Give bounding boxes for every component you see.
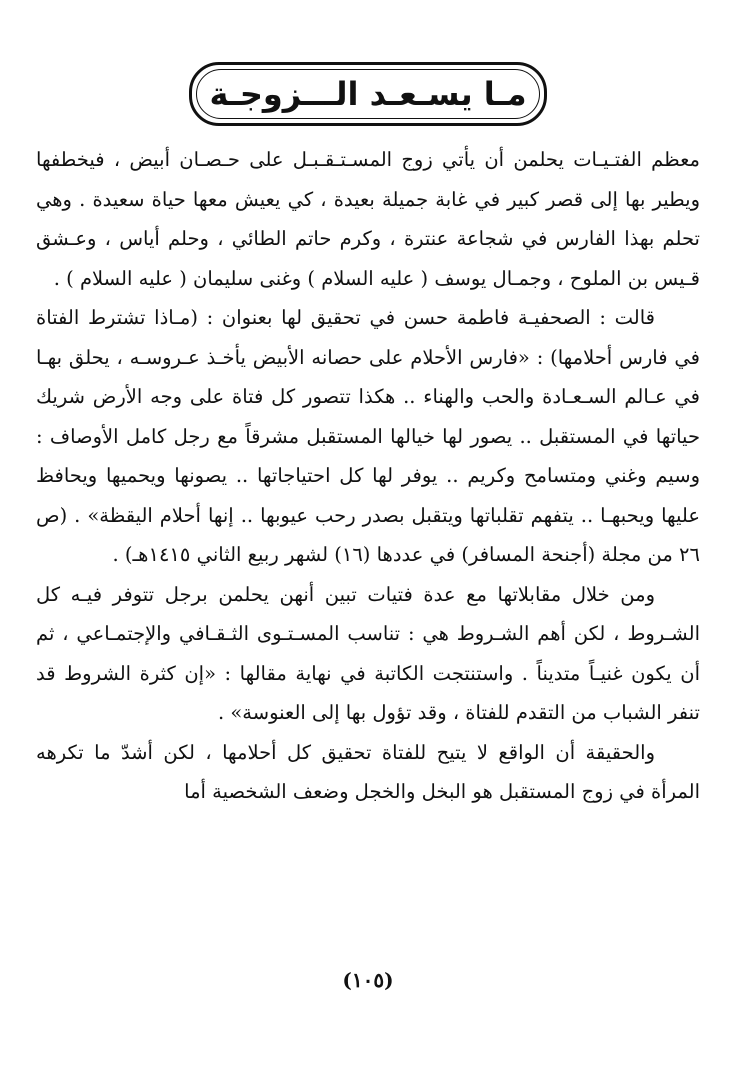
chapter-title-frame: [189, 62, 547, 126]
paragraph-4: والحقيقة أن الواقع لا يتيح للفتاة تحقيق كل أحلامها ، لكن أشدّ ما تكرهه المرأة في زوج المستقبل هو البخل والخجل وضعف الشخصية أما: [36, 740, 700, 803]
paragraph-3: ومن خلال مقابلاتها مع عدة فتيات تبين أنهن يحلمن برجل تتوفر فيـه كل الشـروط ، لكن أهم الشـروط هي : تناسب المسـتـوى الثـقـافي والإجتمـاعي ، ثم أن يكون غنيـاً متديناً . واستنتجت الكاتبة في نهاية مقالها : «إن كثرة الشروط قد تنفر الشباب من التقدم للفتاة ، وقد تؤول بها إلى العنوسة» .: [36, 582, 700, 724]
page-body: [36, 140, 700, 812]
paragraph-2: قالت : الصحفيـة فاطمة حسن في تحقيق لها بعنوان : (مـاذا تشترط الفتاة في فارس أحلامها) : «فارس الأحلام على حصانه الأبيض يأخـذ عـروسـه ، يحلق بهـا في عـالم السـعـادة والحب والهناء .. هكذا تتصور كل فتاة على وجه الأرض شريك حياتها في المستقبل .. يصور لها خيالها المستقبل مشرقاً مع رجل كامل الأوصاف : وسيم وغني ومتسامح وكريم .. يوفر لها كل احتياجاتها .. يصونها ويحميها ويحافظ عليها ويحبهـا .. يتفهم تقلباتها ويتقبل بصدر رحب عيوبها .. إنها أحلام اليقظة» . (ص ٢٦ من مجلة (أجنحة المسافر) في عددها (١٦) لشهر ربيع الثاني ١٤١٥هـ) .: [36, 306, 700, 566]
paragraph-1: معظم الفتـيـات يحلمن أن يأتي زوج المسـتـقـبـل على حـصـان أبيض ، فيخطفها ويطير بها إلى قصر كبير في غابة جميلة بعيدة ، كي يعيش معها حياة سعيدة . وهي تحلم بهذا الفارس في شجاعة عنترة ، وكرم حاتم الطائي ، وحلم أياس ، وعـشق قـيس بن الملوح ، وجمـال يوسف ( عليه السلام ) وغنى سليمان ( عليه السلام ) .: [36, 148, 700, 290]
chapter-title: مـا يسـعـد الـــزوجـة: [209, 75, 527, 113]
page-number: (١٠٥): [342, 968, 394, 992]
